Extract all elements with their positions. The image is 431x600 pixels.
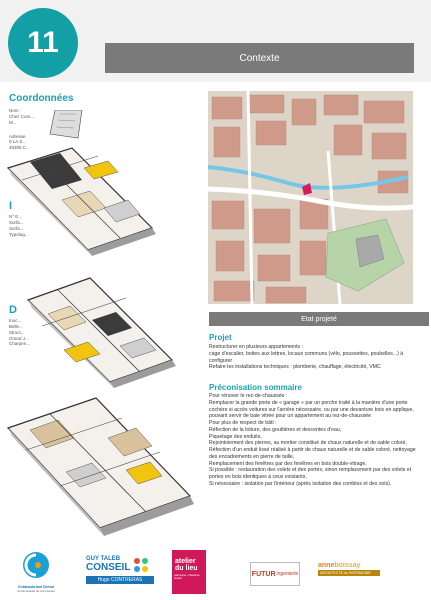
anne-boissay-logo: anneboissay ARCHITECTE du PATRIMOINE [318, 562, 380, 584]
plan-ground-floor [8, 398, 194, 536]
projet-title: Projet [209, 333, 232, 342]
coordonnees-lines: Nom : Chez Com... M... Adresse 0 LA S... 49300 C... [9, 108, 35, 151]
plan-middle-floor [28, 278, 176, 388]
location-map [208, 91, 413, 304]
plan-upper-floor [8, 148, 156, 256]
preconisation-title: Préconisation sommaire [209, 383, 302, 392]
diagnostic-title: D [9, 304, 17, 316]
atelier-du-lieu-logo: atelier du lieu patrimoine, urbanisme, projets [172, 550, 206, 594]
futur-ingenierie-logo: FUTUR ingenierie [250, 562, 300, 586]
diagnostic-lines: Inoc... Belle... Struct... Grand J... Charpen... [9, 318, 31, 347]
guy-taleb-logo: GUY TALEB CONSEIL Hugo CONTRERAS [86, 556, 154, 596]
coordonnees-title: Coordonnées [9, 93, 74, 104]
contexte-banner: Contexte [105, 43, 414, 73]
preconisation-text: Pour rénover le rez-de-chaussée : Remplacer la grande porte de « garage » par un porche traité à la manière d'une porte cochère si accès voitures sur l'arrière nécessaire, ou par une devanture bois en applique, pouvant servir de baie vitrée pour un appartement au rez-de-chaussée Pour plus de respect de bâti : Réfection de la toiture, des gouttières et descentes d'eau, Piquetage des enduits, Rejointoiement des pierres, au mortier constitué de chaux naturelle et de sable coloré, Réfection d'un enduit lissé réalisé à partir de chaux naturelle et de sable coloré, nettoyage des encadrements en pierre de taille, Remplacement des fenêtres par des fenêtres en bois double-vitrage, Si possible : restauration des volets et des portes, sinon remplacement par des volets et portes en bois identiques à ceux existants, Si nécessaire : isolation par l'intérieur (après isolation des combles et des sols). [209, 393, 416, 487]
isometric-floor-plans [0, 110, 205, 550]
informations-title: I [9, 200, 13, 212]
projet-text: Restructurer en plusieurs appartements : cage d'escalier, boites aux lettres, locaux communs (vélo, poussettes, poubelles...) à configurer Refaire les installations techniques : plomberie, chauffage, électricité, VMC [209, 344, 404, 371]
chateaubriant-logo: Châteaubriant Derval Communauté de communes [14, 550, 58, 594]
plan-top-roof [50, 110, 82, 138]
partner-logos [0, 550, 431, 600]
etat-projete-banner: Etat projeté [209, 312, 429, 326]
page-number-badge: 11 [8, 8, 78, 78]
informations-lines: N° E... Surfa... Surfa... Typolog... [9, 214, 29, 237]
